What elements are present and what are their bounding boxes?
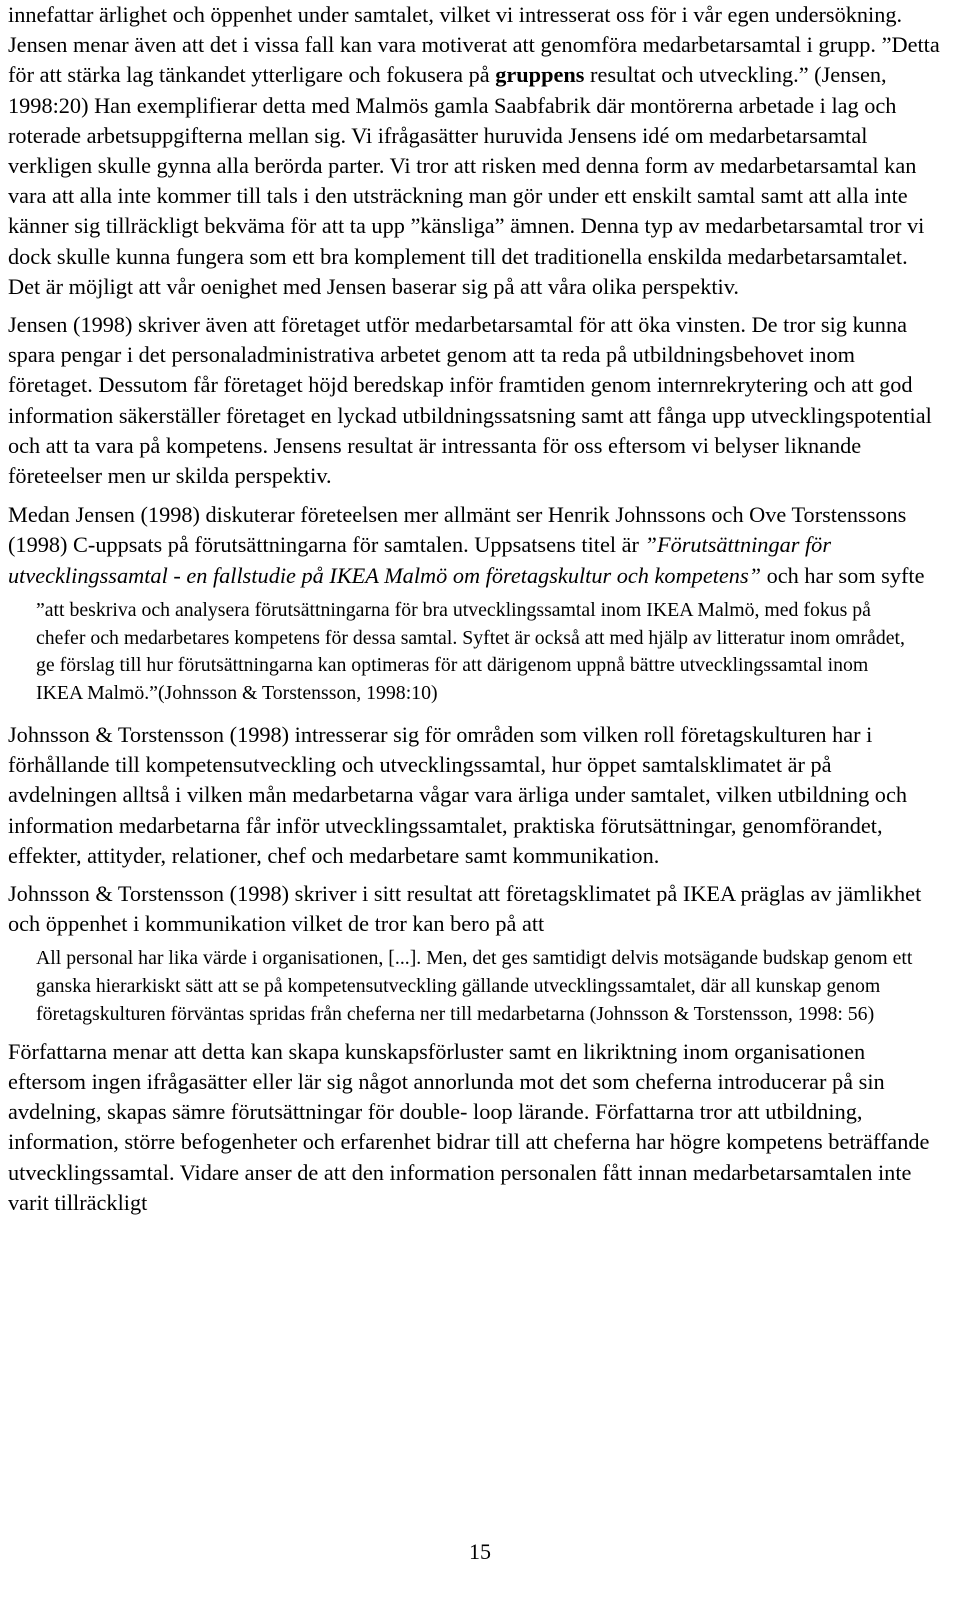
paragraph-1-bold-word: gruppens <box>495 62 585 88</box>
paragraph-4: Johnsson & Torstensson (1998) intresserar sig för områden som vilken roll företagskulturen har i förhållande till kompetensutveckling och utvecklingssamtal, hur öppet samtalsklimatet är på avdelningen alltså i vilken mån medarbetarna vågar vara ärliga under samtalet, vilken utbildning och information medarbetarna får inför utvecklingssamtalet, praktiska förutsättningar, genomförandet, effekter, attityder, relationer, chef och medarbetare samt kommunikation. <box>8 722 907 868</box>
paragraph-3-text-a: Medan Jensen (1998) diskuterar företeelsen mer allmänt ser Henrik Johnssons och Ove Torstenssons (1998) C-uppsats på förutsättningarna för samtalen. Uppsatsens titel är <box>8 502 907 558</box>
paragraph-3 <box>8 500 943 591</box>
paragraph-2: Jensen (1998) skriver även att företaget utför medarbetarsamtal för att öka vinsten. De tror sig kunna spara pengar i det personaladministrativa arbetet genom att ta reda på utbildningsbehovet inom företaget. Dessutom får företaget höjd beredskap inför framtiden genom internrekrytering och att god information säkerställer företaget en lyckad utbildningssatsning samt att fånga upp utvecklingspotential och att ta vara på kompetens. Jensens resultat är intressanta för oss eftersom vi belyser liknande företeelser men ur skilda perspektiv. <box>8 312 932 489</box>
paragraph-1-text-b: resultat och utveckling.” (Jensen, 1998:20) Han exemplifierar detta med Malmös gamla Saabfabrik där montörerna arbetade i lag och roterade arbetsuppgifterna mellan sig. Vi ifrågasätter huruvida Jensens idé om medarbetarsamtal verkligen skulle gynna alla berörda parter. Vi tror att risken med denna form av medarbetarsamtal kan vara att alla inte kommer till tals i den utsträckning man gör under ett enskilt samtal samt att alla inte känner sig tillräckligt bekväma för att ta upp ”känsliga” ämnen. Denna typ av medarbetarsamtal tror vi dock skulle kunna fungera som ett bra komplement till det traditionella enskilda medarbetarsamtalet. Det är möjligt att vår oenighet med Jensen baserar sig på att våra olika perspektiv. <box>8 62 925 299</box>
paragraph-1-text-a: innefattar ärlighet och öppenhet under samtalet, vilket vi intresserat oss för i vår egen undersökning. Jensen menar även att det i vissa fall kan vara motiverat att genomföra medarbetarsamtal i grupp. ”Detta för att stärka lag tänkandet ytterligare och fokusera på <box>8 2 940 88</box>
thesis-title: ”Förutsättningar för utvecklingssamtal - en fallstudie på IKEA Malmö om företagskultur och kompetens” <box>8 532 832 588</box>
paragraph-5: Johnsson & Torstensson (1998) skriver i sitt resultat att företagsklimatet på IKEA präglas av jämlikhet och öppenhet i kommunikation vilket de tror kan bero på att <box>8 881 922 937</box>
paragraph-1 <box>8 0 943 302</box>
page-number: 15 <box>469 1539 491 1564</box>
document-page <box>8 0 943 1218</box>
block-quote-1: ”att beskriva och analysera förutsättningarna för bra utvecklingssamtal inom IKEA Malmö, med fokus på chefer och medarbetares kompetens för dessa samtal. Syftet är också att med hjälp av litteratur inom området, ge förslag till hur förutsättningarna kan optimeras för att därigenom uppnå bättre utvecklingssamtal inom IKEA Malmö.”(Johnsson & Torstensson, 1998:10) <box>36 598 905 705</box>
paragraph-6: Författarna menar att detta kan skapa kunskapsförluster samt en likriktning inom organisationen eftersom ingen ifrågasätter eller lär sig något annorlunda mot det som cheferna introducerar på sin avdelning, skapas sämre förutsättningar för double- loop lärande. Författarna tror att utbildning, information, större befogenheter och erfarenhet bidrar till att cheferna har högre kompetens beträffande utvecklingssamtal. Vidare anser de att den information personalen fått innan medarbetarsamtalen inte varit tillräckligt <box>8 1038 930 1215</box>
paragraph-3-text-b: och har som syfte <box>761 562 925 588</box>
block-quote-2: All personal har lika värde i organisationen, [...]. Men, det ges samtidigt delvis motsägande budskap genom ett ganska hierarkiskt sätt att se på kompetensutveckling gällande utvecklingssamtalet, där all kunskap genom företagskulturen förväntas spridas från cheferna ner till medarbetarna (Johnsson & Torstensson, 1998: 56) <box>36 947 913 1026</box>
